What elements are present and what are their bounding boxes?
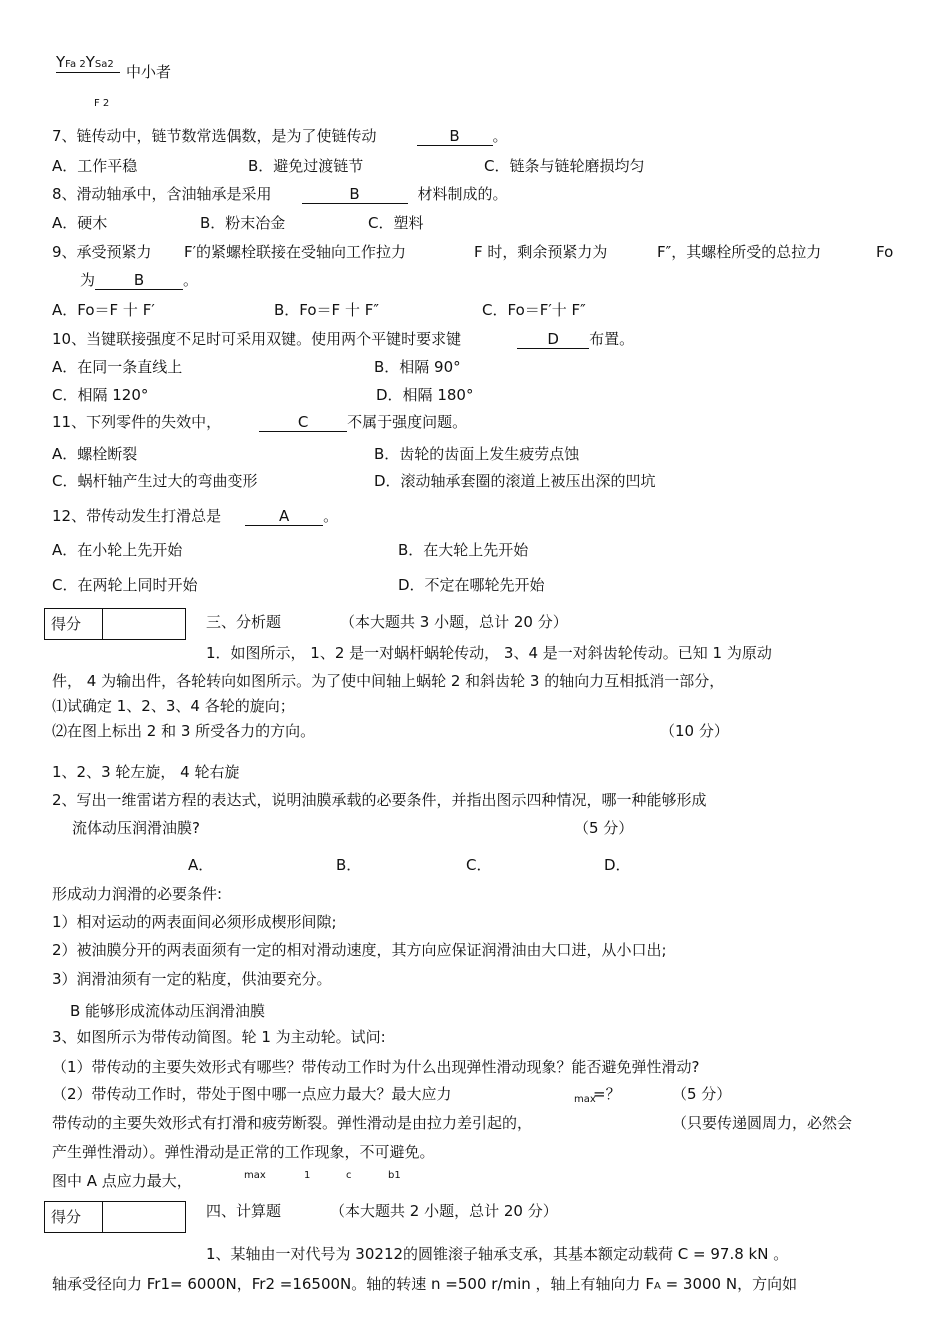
s4-c1-line1: 1、某轴由一对代号为 30212的圆锥滚子轴承支承，其基本额定动载荷 C = 97.8 kN 。	[206, 1245, 789, 1263]
s3-p3-question: =？	[593, 1085, 621, 1103]
subscript-a: A	[653, 1281, 661, 1292]
section4-title: 四、计算题	[206, 1202, 282, 1220]
q8-option-a: A．硬木	[52, 214, 108, 232]
s3-p2-line2: 流体动压润滑油膜?	[72, 819, 200, 837]
subscript-sa2: Sa2	[94, 59, 114, 70]
score-box-section3	[44, 608, 186, 640]
q7-option-a: A．工作平稳	[52, 157, 138, 175]
s3-p3-answer-1: 带传动的主要失效形式有打滑和疲劳断裂。弹性滑动是由拉力差引起的，	[52, 1114, 533, 1132]
score-field	[103, 609, 185, 639]
s3-p3-answer-3: 图中 A 点应力最大，	[52, 1172, 192, 1190]
figure-label-c: C．	[466, 856, 492, 874]
figure-label-b: B．	[336, 856, 362, 874]
q12-stem: 12、带传动发生打滑总是 A 。	[52, 507, 339, 525]
s3-p2-line1: 2、写出一维雷诺方程的表达式，说明油膜承载的必要条件，并指出图示四种情况，哪一种能够形成	[52, 791, 707, 809]
s3-p3-sub-max: max	[244, 1170, 266, 1181]
q9-option-a: A．Fo＝F 十 F′	[52, 301, 155, 319]
s3-p2-answer-3: 3）润滑油须有一定的粘度，供油要充分。	[52, 970, 332, 988]
q12-answer: A	[245, 507, 323, 526]
s3-p1-line1: 1．如图所示， 1、2 是一对蜗杆蜗轮传动， 3、4 是一对斜齿轮传动。已知 1 为原动	[206, 644, 772, 662]
s3-p3-line1: 3、如图所示为带传动简图。轮 1 为主动轮。试问:	[52, 1028, 386, 1046]
s3-p3-sub-b1: b1	[388, 1170, 401, 1181]
s3-p3-line3: （2）带传动工作时，带处于图中哪一点应力最大？最大应力	[52, 1085, 452, 1103]
q10-option-c: C．相隔 120°	[52, 386, 149, 404]
q10-stem: 10、当键联接强度不足时可采用双键。使用两个平键时要求键 D 布置。	[52, 330, 635, 348]
s3-p3-points: （5 分）	[672, 1085, 732, 1103]
subscript-fa2: Fa 2	[65, 59, 86, 70]
q7-option-c: C．链条与链轮磨损均匀	[484, 157, 645, 175]
s3-p1-answer: 1、2、3 轮左旋， 4 轮右旋	[52, 763, 240, 781]
q8-stem: 8、滑动轴承中，含油轴承是采用 B 材料制成的。	[52, 185, 508, 203]
formula-tail: 中小者	[126, 63, 172, 81]
q10-option-d: D．相隔 180°	[376, 386, 474, 404]
score-field	[103, 1202, 185, 1232]
q11-option-b: B．齿轮的齿面上发生疲劳点蚀	[374, 445, 580, 463]
fraction-bar	[56, 72, 120, 73]
s3-p3-max: max	[574, 1094, 596, 1105]
s3-p2-answer-1: 1）相对运动的两表面间必须形成楔形间隙;	[52, 913, 337, 931]
q10-option-a: A．在同一条直线上	[52, 358, 183, 376]
s3-p3-sub-c: c	[346, 1170, 352, 1181]
s4-c1-line2: 轴承受径向力 Fr1= 6000N，Fr2 =16500N。轴的转速 n =500 r/min ，轴上有轴向力 FA = 3000 N，方向如	[52, 1275, 798, 1293]
s3-p1-line3: ⑴试确定 1、2、3、4 各轮的旋向；	[52, 697, 295, 715]
q9-stem-4: F″，其螺栓所受的总拉力	[657, 243, 822, 261]
q7-stem: 7、链传动中，链节数常选偶数，是为了使链传动 B 。	[52, 127, 508, 145]
s3-p3-sub-1: 1	[304, 1170, 311, 1181]
score-label: 得分	[45, 1202, 103, 1232]
q11-stem: 11、下列零件的失效中， C 不属于强度问题。	[52, 413, 468, 431]
q11-option-c: C．蜗杆轴产生过大的弯曲变形	[52, 472, 258, 490]
s3-p3-answer-1b: （只要传递圆周力，必然会	[672, 1114, 853, 1132]
q12-option-b: B．在大轮上先开始	[398, 541, 529, 559]
q11-answer: C	[259, 413, 347, 432]
s3-p2-answer-4: B 能够形成流体动压润滑油膜	[70, 1002, 266, 1020]
score-box-section4	[44, 1201, 186, 1233]
symbol-y: Y	[85, 53, 95, 71]
s3-p1-line2: 件， 4 为输出件，各轮转向如图所示。为了使中间轴上蜗轮 2 和斜齿轮 3 的轴向力互相抵消一部分，	[52, 672, 725, 690]
q10-answer: D	[517, 330, 589, 349]
section4-info: （本大题共 2 小题，总计 20 分）	[330, 1202, 558, 1220]
q10-option-b: B．相隔 90°	[374, 358, 461, 376]
q11-option-d: D．滚动轴承套圈的滚道上被压出深的凹坑	[374, 472, 656, 490]
q12-option-c: C．在两轮上同时开始	[52, 576, 198, 594]
q9-option-b: B．Fo＝F 十 F″	[274, 301, 379, 319]
s3-p3-line2: （1）带传动的主要失效形式有哪些？带传动工作时为什么出现弹性滑动现象？能否避免弹性滑动?	[52, 1058, 700, 1076]
figure-label-d: D．	[604, 856, 631, 874]
q8-option-c: C．塑料	[368, 214, 424, 232]
s3-p2-answer-2: 2）被油膜分开的两表面须有一定的相对滑动速度，其方向应保证润滑油由大口进，从小口出;	[52, 941, 667, 959]
score-label: 得分	[45, 609, 103, 639]
q9-answer: B	[95, 271, 183, 290]
q7-option-b: B．避免过渡链节	[248, 157, 364, 175]
s3-p2-answer-0: 形成动力润滑的必要条件:	[52, 885, 223, 903]
s3-p1-line4: ⑵在图上标出 2 和 3 所受各力的方向。	[52, 722, 316, 740]
symbol-y: Y	[56, 53, 66, 71]
section3-info: （本大题共 3 小题，总计 20 分）	[340, 613, 568, 631]
q11-option-a: A．螺栓断裂	[52, 445, 138, 463]
q8-answer: B	[302, 185, 408, 204]
q7-answer: B	[417, 127, 493, 146]
q12-option-a: A．在小轮上先开始	[52, 541, 183, 559]
q9-option-c: C．Fo＝F′十 F″	[482, 301, 586, 319]
formula-denominator: F 2	[94, 98, 110, 109]
q9-stem-5: Fo	[876, 243, 894, 261]
q9-line2: 为 B 。	[80, 271, 199, 289]
q8-option-b: B．粉末冶金	[200, 214, 286, 232]
q9-stem-1: 9、承受预紧力	[52, 243, 152, 261]
figure-label-a: A．	[188, 856, 214, 874]
s3-p3-answer-2: 产生弹性滑动）。弹性滑动是正常的工作现象，不可避免。	[52, 1143, 435, 1161]
q9-stem-2: F′的紧螺栓联接在受轴向工作拉力	[184, 243, 407, 261]
s3-p2-points: （5 分）	[574, 819, 634, 837]
s3-p1-points: （10 分）	[660, 722, 729, 740]
q12-option-d: D．不定在哪轮先开始	[398, 576, 545, 594]
section3-title: 三、分析题	[206, 613, 282, 631]
q9-stem-3: F 时，剩余预紧力为	[474, 243, 608, 261]
